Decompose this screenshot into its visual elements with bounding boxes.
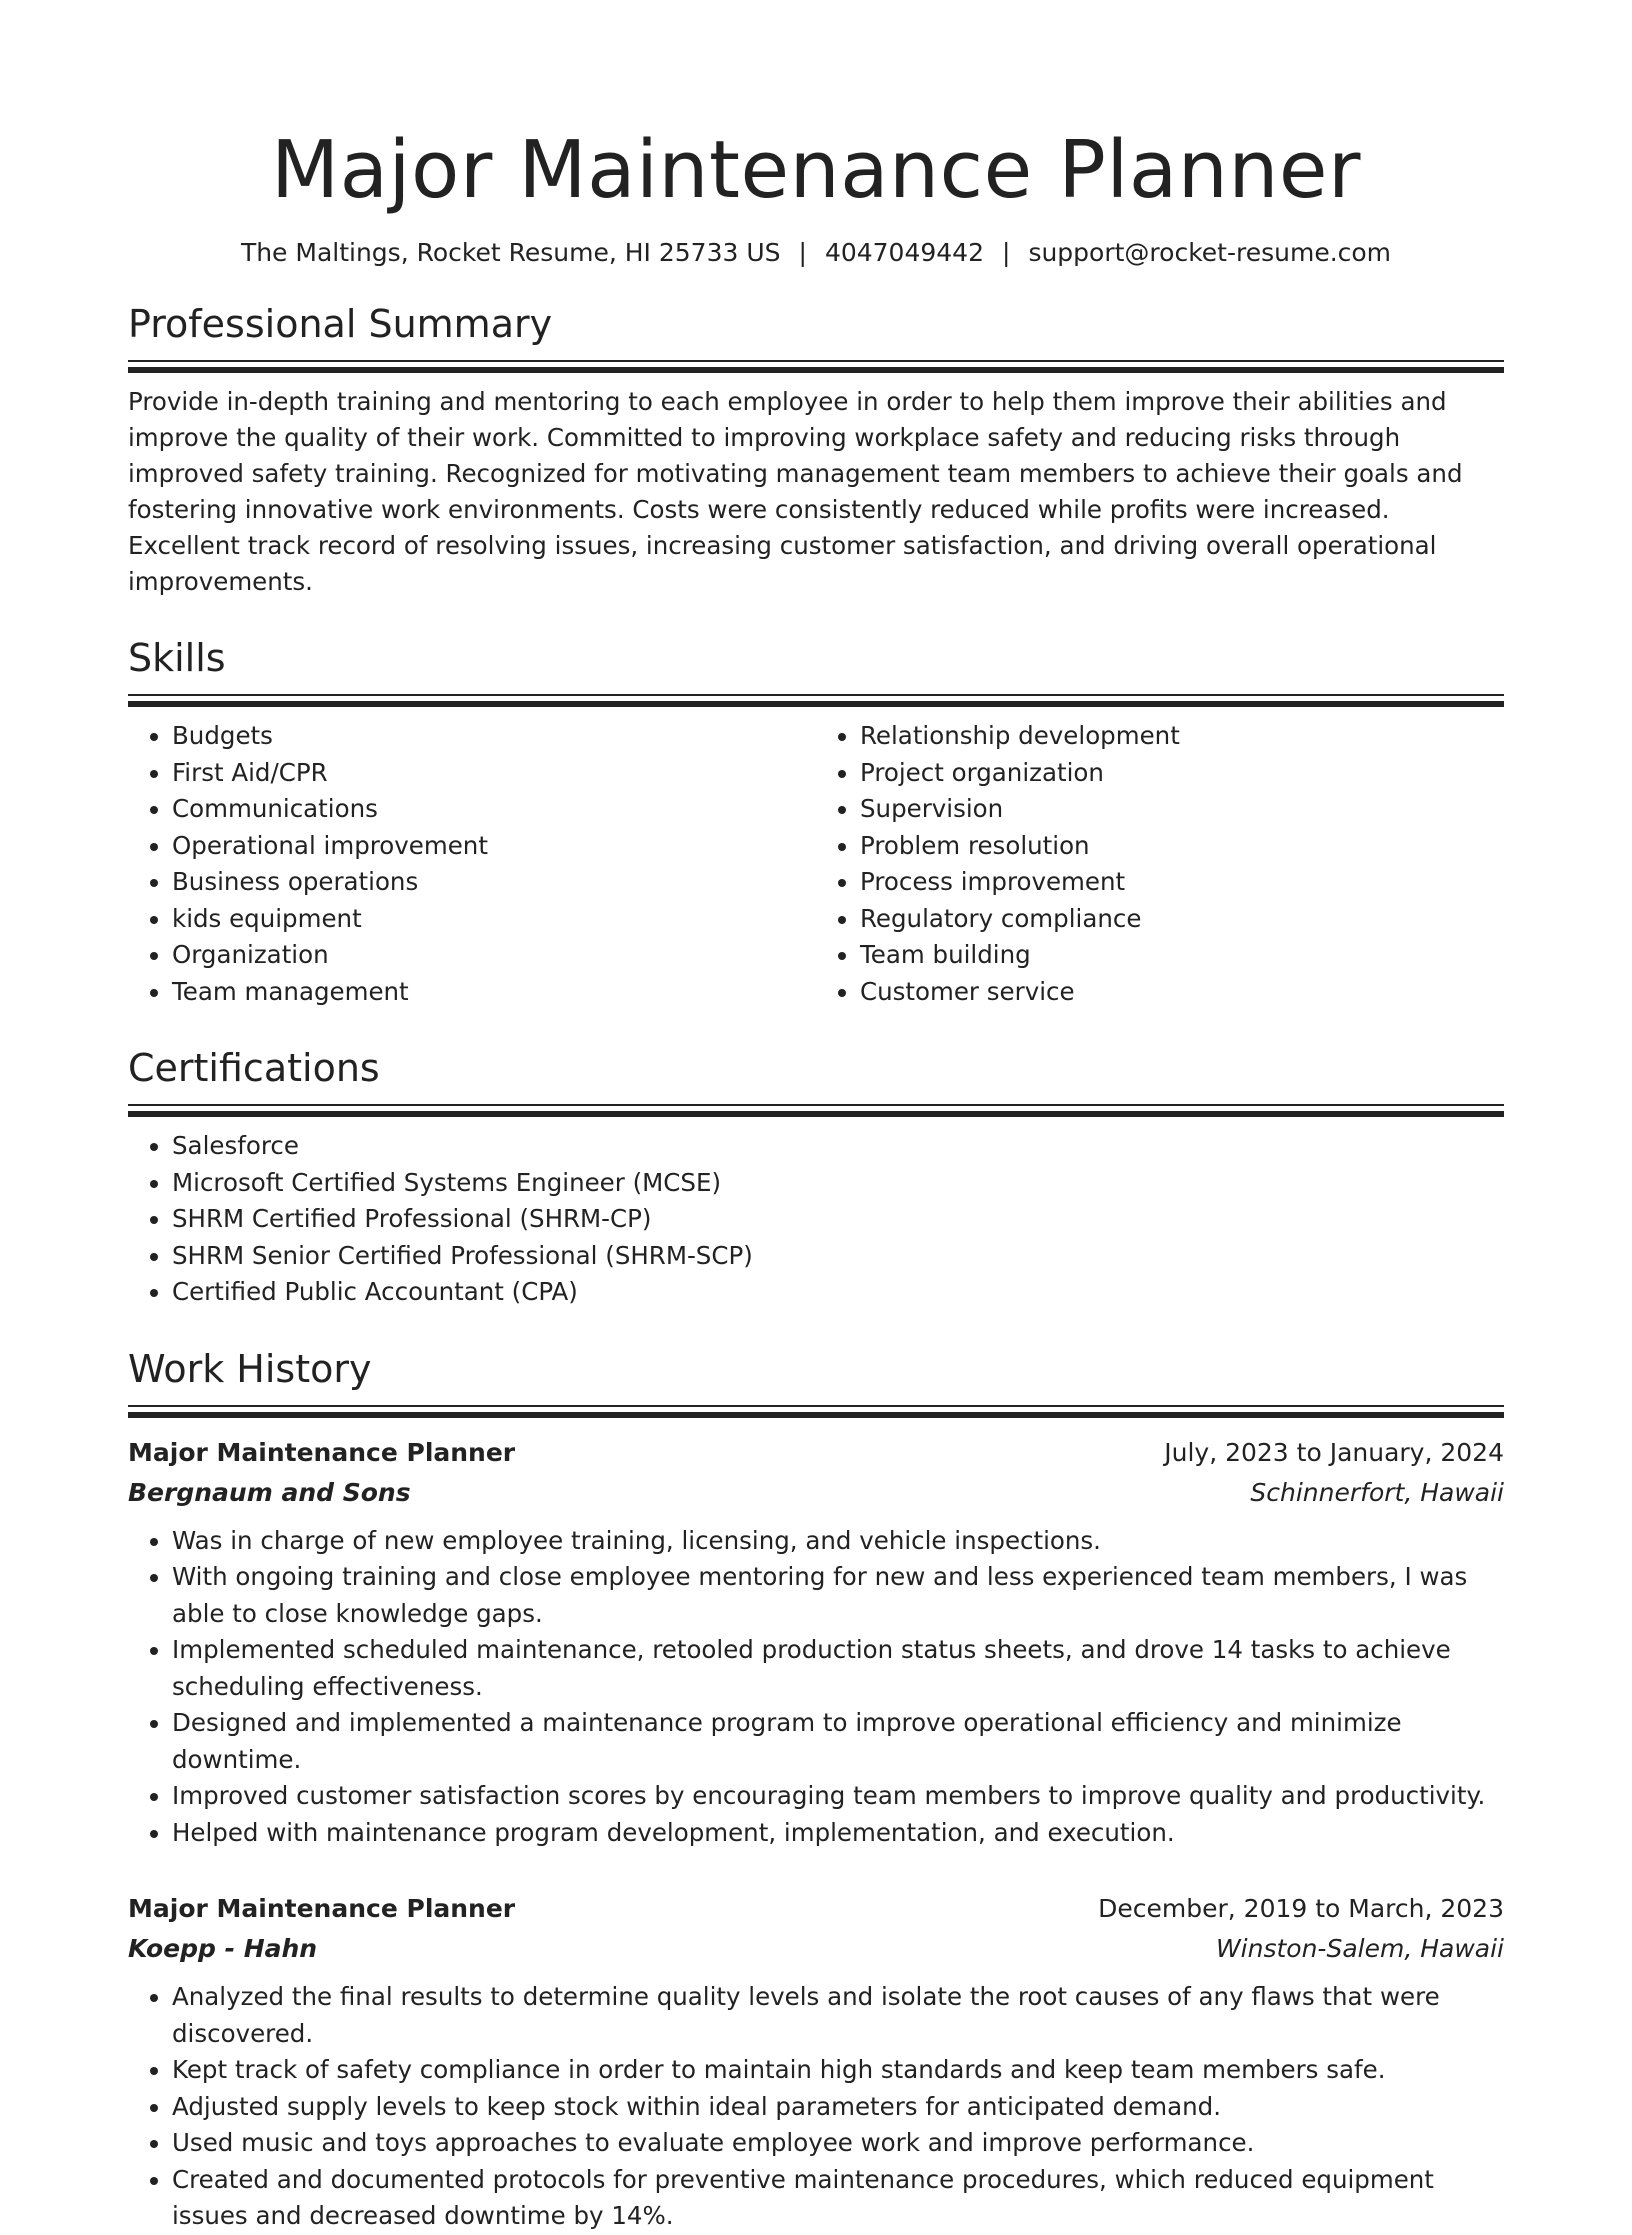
job-company-row <box>128 1473 1504 1513</box>
job-location: Schinnerfort, Hawaii <box>1250 1477 1504 1507</box>
skill-item: • Business operations <box>172 864 816 901</box>
certification-item: • Certified Public Accountant (CPA) <box>172 1274 1504 1311</box>
skill-item: • kids equipment <box>172 901 816 938</box>
summary-section <box>128 300 1504 600</box>
job-bullet: • Adjusted supply levels to keep stock within ideal parameters for anticipated demand. <box>172 2089 1504 2126</box>
summary-text: Provide in-depth training and mentoring to each employee in order to help them improve their abilities and improve the quality of their work. Committed to improving workplace safety and reducing risks through improved safety training. Recognized for motivating management team members to achieve their goals and fostering innovative work environments. Costs were consistently reduced while profits were increased. Excellent track record of resolving issues, increasing customer satisfaction, and driving overall operational improvements. <box>128 387 1463 596</box>
skills-grid <box>128 718 1504 1010</box>
skill-item: • Regulatory compliance <box>860 901 1504 938</box>
skill-item: • Organization <box>172 937 816 974</box>
job-company-row <box>128 1929 1504 1969</box>
skill-item: • Budgets <box>172 718 816 755</box>
skill-item: • Problem resolution <box>860 828 1504 865</box>
job-bullet: • Implemented scheduled maintenance, retooled production status sheets, and drove 14 tasks to achieve scheduling effectiveness. <box>172 1632 1504 1705</box>
resume-name: Major Maintenance Planner <box>270 124 1362 216</box>
job-header-row <box>128 1889 1504 1929</box>
section-divider <box>128 1405 1504 1419</box>
job-bullets <box>128 1979 1504 2235</box>
section-title-skills: Skills <box>128 636 226 680</box>
skill-item: • Project organization <box>860 755 1504 792</box>
job-bullet: • Was in charge of new employee training, licensing, and vehicle inspections. <box>172 1523 1504 1560</box>
job-dates: December, 2019 to March, 2023 <box>1098 1894 1504 1923</box>
job-company: Bergnaum and Sons <box>128 1477 411 1507</box>
contact-address: The Maltings, Rocket Resume, HI 25733 US <box>240 238 781 267</box>
job-title: Major Maintenance Planner <box>128 1437 516 1467</box>
certification-item: • Microsoft Certified Systems Engineer (MCSE) <box>172 1165 1504 1202</box>
skill-item: • Process improvement <box>860 864 1504 901</box>
job-bullet: • With ongoing training and close employee mentoring for new and less experienced team members, I was able to close knowledge gaps. <box>172 1559 1504 1632</box>
section-divider <box>128 694 1504 708</box>
certification-item: • SHRM Certified Professional (SHRM-CP) <box>172 1201 1504 1238</box>
job-bullet: • Analyzed the final results to determine quality levels and isolate the root causes of any flaws that were discovered. <box>172 1979 1504 2052</box>
job-bullet: • Kept track of safety compliance in order to maintain high standards and keep team members safe. <box>172 2052 1504 2089</box>
section-title-certifications: Certifications <box>128 1046 380 1090</box>
job-bullet: • Helped with maintenance program development, implementation, and execution. <box>172 1815 1504 1852</box>
job-entry <box>128 1433 1504 1852</box>
job-location: Winston-Salem, Hawaii <box>1215 1934 1504 1963</box>
skill-item: • Team management <box>172 974 816 1011</box>
section-divider <box>128 360 1504 374</box>
work-history-section <box>128 1345 1504 2235</box>
skill-item: • Supervision <box>860 791 1504 828</box>
job-title: Major Maintenance Planner <box>128 1894 516 1923</box>
certification-item: • Salesforce <box>172 1128 1504 1165</box>
skill-item: • Customer service <box>860 974 1504 1011</box>
job-entry <box>128 1889 1504 2235</box>
contact-phone: 4047049442 <box>824 238 984 267</box>
job-bullet: • Designed and implemented a maintenance program to improve operational efficiency and minimize downtime. <box>172 1705 1504 1778</box>
job-dates: July, 2023 to January, 2024 <box>1164 1437 1504 1467</box>
skills-section <box>128 634 1504 1010</box>
skills-list-right <box>816 718 1504 1010</box>
certification-item: • SHRM Senior Certified Professional (SHRM-SCP) <box>172 1238 1504 1275</box>
job-bullet: • Created and documented protocols for preventive maintenance procedures, which reduced equipment issues and decreased downtime by 14%. <box>172 2162 1504 2235</box>
certifications-section <box>128 1044 1504 1311</box>
job-bullets <box>128 1523 1504 1852</box>
skill-item: • Relationship development <box>860 718 1504 755</box>
contact-separator: | <box>798 238 807 267</box>
job-header-row <box>128 1433 1504 1473</box>
section-title-work-history: Work History <box>128 1346 372 1391</box>
skill-item: • First Aid/CPR <box>172 755 816 792</box>
section-title-summary: Professional Summary <box>128 302 553 346</box>
job-bullet: • Used music and toys approaches to evaluate employee work and improve performance. <box>172 2125 1504 2162</box>
resume-page <box>128 0 1504 2235</box>
skill-item: • Operational improvement <box>172 828 816 865</box>
section-divider <box>128 1104 1504 1118</box>
job-bullet: • Improved customer satisfaction scores by encouraging team members to improve quality and productivity. <box>172 1778 1504 1815</box>
skills-list-left <box>128 718 816 1010</box>
skill-item: • Communications <box>172 791 816 828</box>
certifications-list <box>128 1128 1504 1311</box>
contact-email: support@rocket-resume.com <box>1028 238 1392 267</box>
contact-separator: | <box>1002 238 1011 267</box>
contact-line <box>128 236 1504 270</box>
job-company: Koepp - Hahn <box>128 1934 318 1963</box>
skill-item: • Team building <box>860 937 1504 974</box>
